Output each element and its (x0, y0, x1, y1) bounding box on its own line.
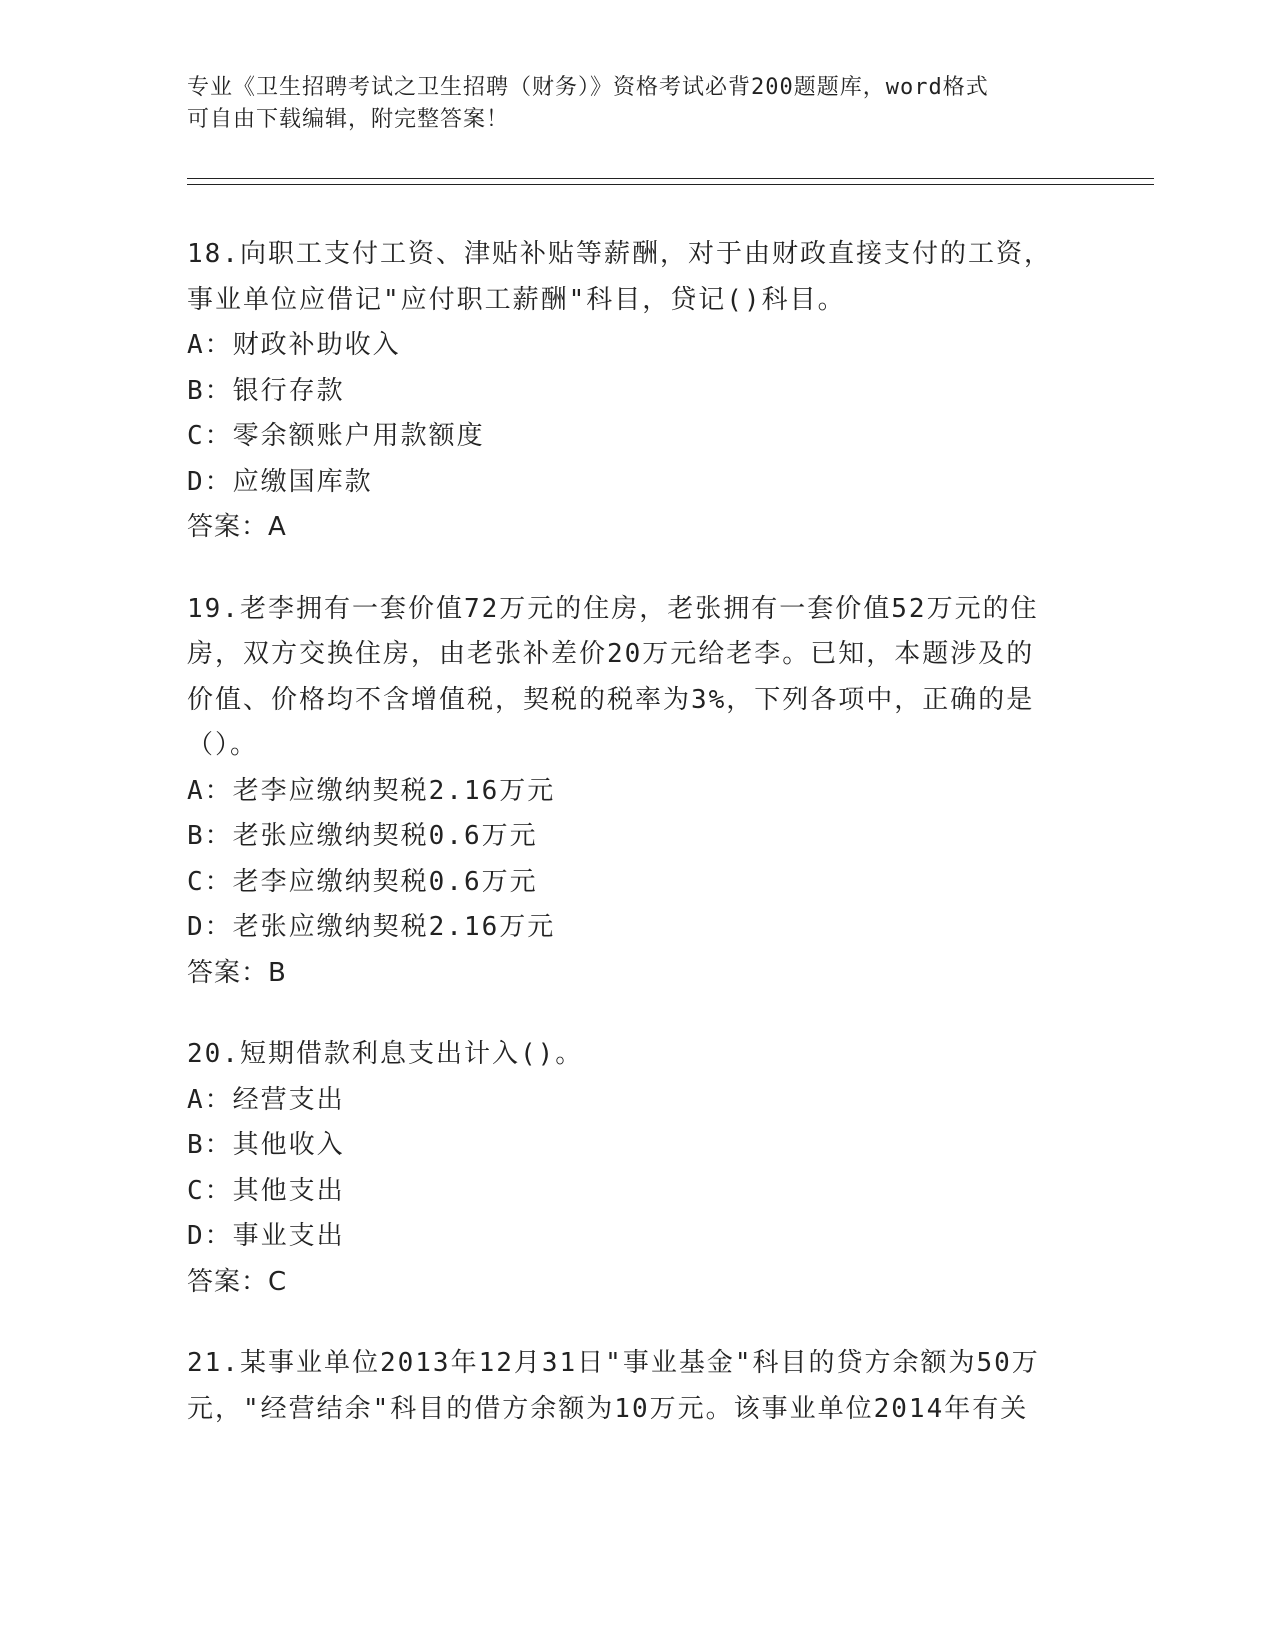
option-d: D：应缴国库款 (187, 466, 373, 497)
answer: 答案：C (187, 1266, 288, 1297)
option-d: D：事业支出 (187, 1221, 345, 1251)
question-21 (187, 1341, 1087, 1432)
option-b: B：其他收入 (187, 1130, 345, 1160)
question-text: （）。 (187, 730, 259, 760)
question-text: 19.老李拥有一套价值72万元的住房，老张拥有一套价值52万元的住 (187, 593, 1039, 624)
answer: 答案：A (187, 512, 287, 542)
option-c: C：零余额账户用款额度 (187, 421, 485, 451)
answer: 答案：B (187, 957, 287, 988)
option-a: A：财政补助收入 (187, 330, 401, 360)
question-text: 元，"经营结余"科目的借方余额为10万元。该事业单位2014年有关 (187, 1393, 1029, 1424)
document-header (187, 72, 1067, 136)
option-c: C：老李应缴纳契税0.6万元 (187, 866, 538, 897)
header-divider-bottom (187, 184, 1154, 185)
question-19 (187, 587, 1087, 997)
question-list (187, 232, 1087, 1468)
option-d: D：老张应缴纳契税2.16万元 (187, 912, 556, 942)
question-20 (187, 1032, 1087, 1305)
question-text: 事业单位应借记"应付职工薪酬"科目，贷记()科目。 (187, 284, 846, 315)
option-a: A：经营支出 (187, 1084, 345, 1115)
option-b: B：银行存款 (187, 375, 345, 406)
question-text: 21.某事业单位2013年12月31日"事业基金"科目的贷方余额为50万 (187, 1348, 1040, 1378)
header-line-1: 专业《卫生招聘考试之卫生招聘（财务）》资格考试必背200题题库，word格式 (187, 75, 989, 100)
option-b: B：老张应缴纳契税0.6万元 (187, 821, 538, 851)
question-text: 20.短期借款利息支出计入()。 (187, 1039, 584, 1069)
question-text: 房，双方交换住房，由老张补差价20万元给老李。已知，本题涉及的 (187, 639, 1035, 669)
question-text: 18.向职工支付工资、津贴补贴等薪酬，对于由财政直接支付的工资， (187, 239, 1052, 269)
option-c: C：其他支出 (187, 1175, 345, 1206)
header-line-2: 可自由下载编辑，附完整答案！ (187, 107, 510, 132)
question-text: 价值、价格均不含增值税，契税的税率为3%，下列各项中，正确的是 (187, 684, 1035, 715)
question-18 (187, 232, 1087, 551)
header-divider-top (187, 178, 1154, 179)
option-a: A：老李应缴纳契税2.16万元 (187, 775, 556, 806)
